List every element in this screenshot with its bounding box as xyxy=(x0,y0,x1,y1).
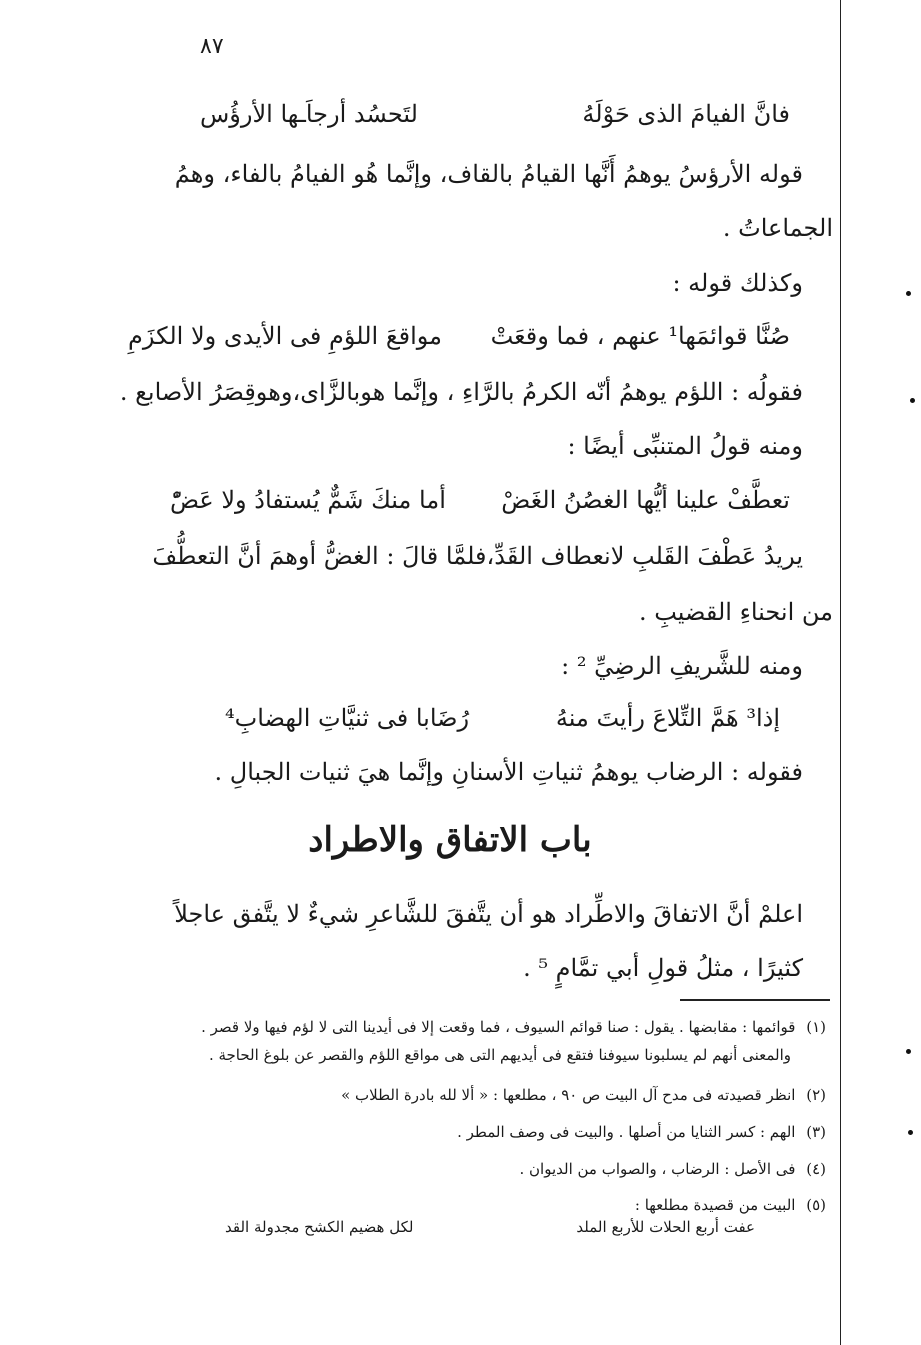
footnote-number: (٤) xyxy=(806,1160,826,1178)
verse-4-second-hemistich: رُضَابا فى ثنيَّاتِ الهضابِ⁴ xyxy=(225,704,470,732)
verse-2 xyxy=(128,318,790,358)
page-edge-line xyxy=(840,0,841,1345)
section-heading: باب الاتفاق والاطراد xyxy=(308,820,592,860)
verse-3-first-hemistich: تعطَّفْ علينا أيُّها الغصُنُ الغَضْ xyxy=(501,486,790,514)
footnote-1 xyxy=(201,1016,826,1038)
margin-dot xyxy=(908,1130,913,1135)
footnote-number: (٥) xyxy=(806,1196,826,1214)
paragraph-line: فقولُه : اللؤم يوهمُ أنّه الكرمُ بالرَّاءِ ، وإنَّما هوبالزَّاى،وهوقِصَرُ الأصابع . xyxy=(119,378,803,406)
footnote-text: انظر قصيدته فى مدح آل البيت ص ٩٠ ، مطلعها : « ألا لله بادرة الطلاب » xyxy=(341,1086,796,1104)
paragraph-line: من انحناءِ القضيبِ . xyxy=(638,598,833,626)
paragraph-line: فقوله : الرضاب يوهمُ ثنياتِ الأسنانِ وإنَّما هيَ ثنيات الجبالِ . xyxy=(214,758,803,786)
footnote-4 xyxy=(519,1158,826,1180)
verse-1 xyxy=(200,96,790,136)
footnote-number: (٢) xyxy=(806,1086,826,1104)
paragraph-line: ومنه للشَّريفِ الرضِيِّ ² : xyxy=(561,652,803,680)
footnote-verse-second-hemistich: لكل هضيم الكشح مجدولة القد xyxy=(225,1218,414,1236)
verse-1-second-hemistich: لتَحسُد أرجاَـها الأرؤُس xyxy=(200,100,418,128)
footnote-separator xyxy=(680,999,830,1001)
footnote-text: قوائمها : مقابضها . يقول : صنا قوائم السيوف ، فما وقعت إلا فى أيدينا التى لا لؤم فيها ولا قصر . xyxy=(201,1018,796,1036)
verse-4-first-hemistich: إذا³ هَمَّ التِّلاعَ رأيتَ منهُ xyxy=(555,704,780,732)
verse-1-first-hemistich: فانَّ الفيامَ الذى حَوْلَهُ xyxy=(582,100,790,128)
paragraph-line: قوله الأرؤسُ يوهمُ أَنَّها القيامُ بالقاف، وإنَّما هُو الفيامُ بالفاء، وهمُ xyxy=(174,160,803,188)
margin-dot xyxy=(906,1049,911,1054)
margin-dot xyxy=(906,291,911,296)
verse-4 xyxy=(225,700,780,740)
paragraph-line: اعلمْ أنَّ الاتفاقَ والاطِّراد هو أن يتَّفقَ للشَّاعرِ شيءٌ لا يتَّفق عاجلاً xyxy=(174,900,803,928)
verse-2-second-hemistich: مواقعَ اللؤمِ فى الأيدى ولا الكزَمِ xyxy=(128,322,443,350)
paragraph-line: كثيرًا ، مثلُ قولِ أبي تمَّامٍ ⁵ . xyxy=(523,954,803,982)
page-number: ٨٧ xyxy=(200,34,224,59)
footnote-text: البيت من قصيدة مطلعها : xyxy=(634,1196,796,1214)
footnote-1-continuation: والمعنى أنهم لم يسلبونا سيوفنا فتقع فى أيديهم التى هى مواقع اللؤم والقصر عن بلوغ الحاجة . xyxy=(208,1046,791,1064)
footnote-number: (٣) xyxy=(806,1123,826,1141)
footnote-text: الهم : كسر الثنايا من أصلها . والبيت فى وصف المطر . xyxy=(457,1123,796,1141)
footnote-3 xyxy=(457,1121,826,1143)
footnote-5-verse xyxy=(225,1216,755,1246)
footnote-2 xyxy=(341,1084,826,1106)
footnote-5 xyxy=(635,1194,826,1216)
footnote-text: فى الأصل : الرضاب ، والصواب من الديوان . xyxy=(519,1160,796,1178)
verse-3-second-hemistich: أما منكَ شَمٌّ يُستفادُ ولا عَضّْ xyxy=(170,486,446,514)
footnote-number: (١) xyxy=(806,1018,826,1036)
verse-3 xyxy=(170,482,790,522)
margin-dot xyxy=(910,398,915,403)
verse-2-first-hemistich: صُنَّا قوائمَها¹ عنهم ، فما وقعَتْ xyxy=(490,322,790,350)
paragraph-line: يريدُ عَطْفَ القَلبِ لانعطاف القَدِّ،فلمَّا قالَ : الغضُّ أوهمَ أنَّ التعطُّفَ xyxy=(152,542,803,570)
paragraph-line: الجماعاتُ . xyxy=(722,214,833,242)
footnote-verse-first-hemistich: عفت أربع الحلات للأربع الملد xyxy=(576,1218,755,1236)
paragraph-line: وكذلك قوله : xyxy=(672,269,803,297)
paragraph-line: ومنه قولُ المتنبِّى أيضًا : xyxy=(567,432,803,460)
